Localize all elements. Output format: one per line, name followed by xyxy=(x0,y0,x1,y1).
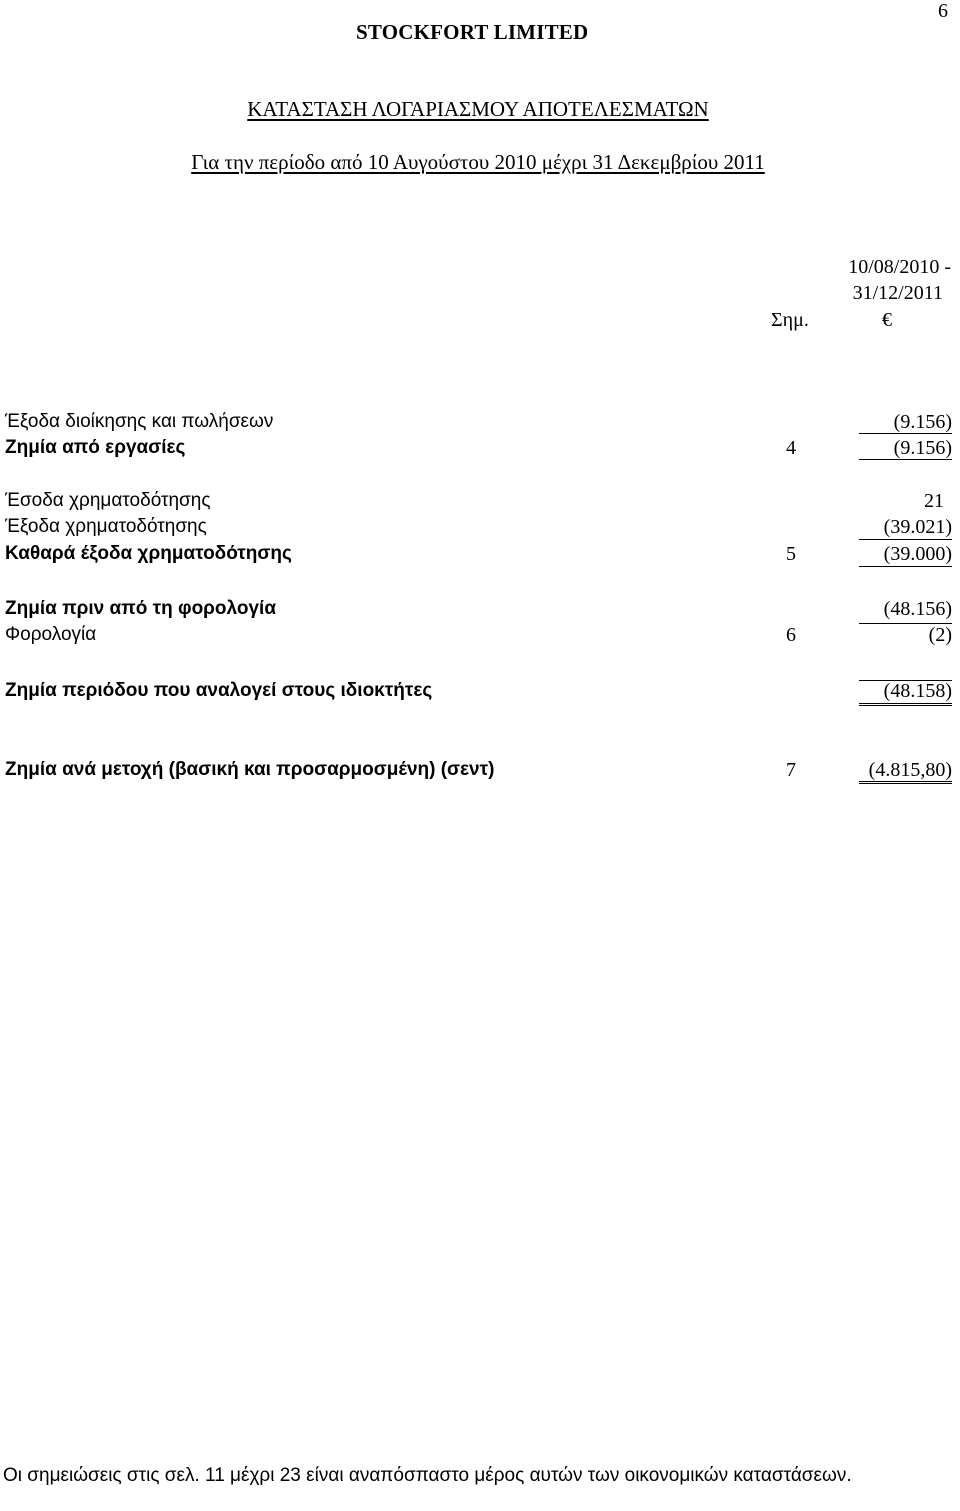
row-label: Καθαρά έξοδα χρηματοδότησης xyxy=(5,543,292,564)
page-number: 6 xyxy=(938,0,948,22)
row-amount: (9.156) xyxy=(893,411,952,433)
row-amount: (48.156) xyxy=(883,598,952,620)
row-label: Έξοδα διοίκησης και πωλήσεων xyxy=(5,411,274,432)
row-amount: (2) xyxy=(928,624,952,646)
row-net-finance-costs xyxy=(0,543,960,569)
row-label: Ζημία περιόδου που αναλογεί στους ιδιοκτήτες xyxy=(5,680,433,701)
statement-title: ΚΑΤΑΣΤΑΣΗ ΛΟΓΑΡΙΑΣΜΟΥ ΑΠΟΤΕΛΕΣΜΑΤΩΝ xyxy=(247,97,709,121)
row-finance-costs xyxy=(0,516,960,542)
row-label: Ζημία ανά μετοχή (βασική και προσαρμοσμένη) (σεντ) xyxy=(5,759,495,780)
row-admin-expenses xyxy=(0,411,960,437)
row-amount: (48.158) xyxy=(883,680,952,702)
row-loss-per-share xyxy=(0,759,960,785)
row-amount: (39.000) xyxy=(883,543,952,565)
column-note-header: Σημ. xyxy=(771,309,809,331)
row-label: Ζημία πριν από τη φορολογία xyxy=(5,598,277,619)
row-operating-loss xyxy=(0,437,960,463)
row-note: 4 xyxy=(786,437,796,459)
row-amount: (9.156) xyxy=(893,437,952,459)
row-label: Έξοδα χρηματοδότησης xyxy=(5,516,207,537)
column-currency: € xyxy=(882,309,892,331)
row-taxation xyxy=(0,624,960,650)
row-amount: (39.021) xyxy=(883,516,952,538)
row-label: Ζημία από εργασίες xyxy=(5,437,186,458)
row-note: 7 xyxy=(786,759,796,781)
row-note: 6 xyxy=(786,624,796,646)
column-period-start: 10/08/2010 - xyxy=(848,256,951,278)
column-period-end: 31/12/2011 xyxy=(852,282,943,304)
row-loss-for-period xyxy=(0,680,960,706)
notes-footer: Οι σημειώσεις στις σελ. 11 μέχρι 23 είναι αναπόσπαστο μέρος αυτών των οικονομικών καταστάσεων. xyxy=(3,1465,852,1486)
row-amount: (4.815,80) xyxy=(868,759,952,781)
reporting-period: Για την περίοδο από 10 Αυγούστου 2010 μέχρι 31 Δεκεμβρίου 2011 xyxy=(191,150,765,174)
row-amount: 21 xyxy=(924,490,944,512)
row-finance-income xyxy=(0,490,960,516)
row-loss-before-tax xyxy=(0,598,960,624)
row-note: 5 xyxy=(786,543,796,565)
row-label: Φορολογία xyxy=(5,624,97,645)
row-label: Έσοδα χρηματοδότησης xyxy=(5,490,211,511)
company-name: STOCKFORT LIMITED xyxy=(356,20,589,44)
